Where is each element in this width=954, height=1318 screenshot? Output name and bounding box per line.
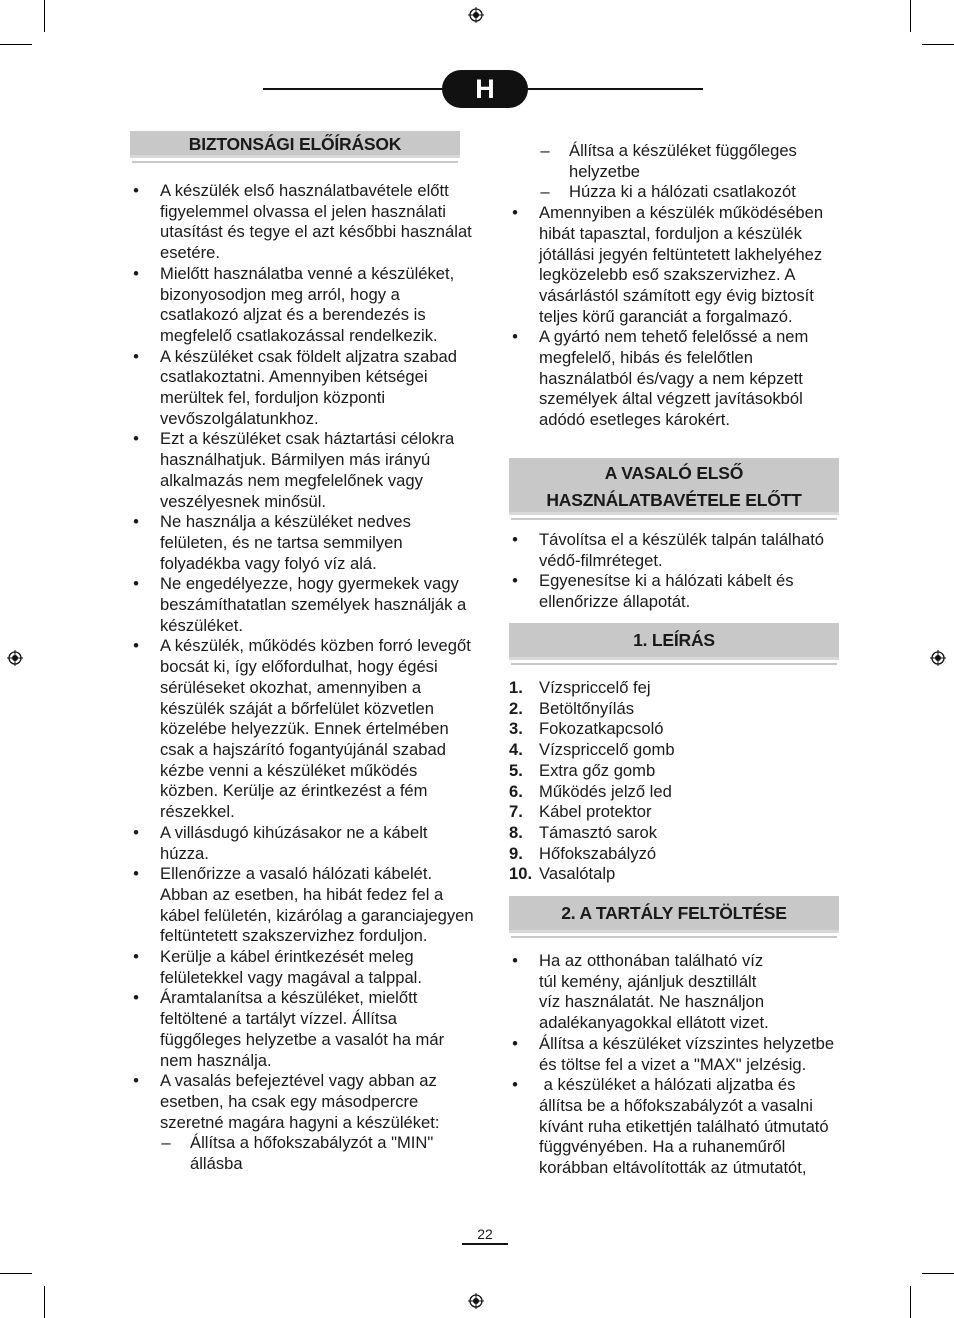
- list-item: • Ezt a készüléket csak háztartási célokra használhatjuk. Bármilyen más irányú alkalmazás nem megfelelőnek vagy veszélyesnek minősül.: [133, 429, 455, 511]
- list-item: • a készüléket a hálózati aljzatba és állítsa be a hőfokszabályzót a vasalni kívánt ruha etikettjén található útmutató függvényében. Ha a ruhaneműről korábban eltávolították az útmutatót,: [512, 1075, 834, 1178]
- list-item: • Mielőtt használatba venné a készüléket, bizonyosodjon meg arról, hogy a csatlakozó aljzat és a berendezés is megfelelő csatlakozással rendelkezik.: [133, 263, 455, 345]
- list-item: • A készülék első használatbavétele előtt figyelemmel olvassa el jelen használati utasítást és tegye el azt későbbi használat esetére.: [133, 181, 472, 263]
- part-item: 3. Fokozatkapcsoló: [509, 719, 664, 739]
- section-heading: [509, 896, 839, 933]
- tank-filling-list: [509, 951, 839, 1179]
- list-item: • A készülék, működés közben forró levegőt bocsát ki, így előfordulhat, hogy égési sérüléseket okozhat, amennyiben a készülék száját a bőrfelület közvetlen közelébe helyezzük. Ennek értelmében csak a hajszárító fogantyújánál szabad kézbe venni a készüléket működés közben. Kerülje az érintkezést a fém részekkel.: [133, 636, 471, 822]
- page-number: 22: [462, 1226, 508, 1245]
- crop-mark: [44, 1286, 45, 1318]
- section-heading: [509, 458, 839, 515]
- crop-mark: [0, 44, 32, 45]
- list-item: • Kerülje a kábel érintkezését meleg felületekkel vagy magával a talppal.: [133, 947, 422, 987]
- part-item: 9. Hőfokszabályzó: [509, 843, 657, 863]
- part-item: 6. Működés jelző led: [509, 781, 672, 801]
- list-item: • Áramtalanítsa a készüléket, mielőtt feltöltené a tartályt vízzel. Állítsa függőleges helyzetbe a vasalót ha már nem használja.: [133, 988, 445, 1070]
- parts-list: [509, 678, 839, 885]
- crop-mark: [44, 0, 45, 32]
- part-item: 1. Vízspriccelő fej: [509, 678, 651, 697]
- section-heading-text: BIZTONSÁGI ELŐÍRÁSOK: [188, 134, 402, 154]
- crop-mark: [910, 1286, 911, 1318]
- list-item: • Amennyiben a készülék működésében hibát tapasztal, forduljon a készülék jótállási jegyén feltüntetett lakhelyéhez legközelebb eső szakszervizhez. A vásárlástól számított egy évig biztosít teljes körű garanciát a forgalmazó.: [512, 203, 824, 326]
- list-item: • A készüléket csak földelt aljzatra szabad csatlakoztatni. Amennyiben kétségei merültek fel, forduljon központi vevőszolgálatunkhoz.: [133, 346, 458, 428]
- list-item: • Egyenesítse ki a hálózati kábelt és ellenőrizze állapotát.: [512, 571, 794, 612]
- list-item: • A gyártó nem tehető felelőssé a nem megfelelő, hibás és felelőtlen használatból és/vagy a nem képzett személyek által végzett javításokból adódó esetleges károkért.: [512, 327, 809, 430]
- registration-mark-icon: [7, 650, 23, 666]
- crop-mark: [922, 1273, 954, 1274]
- registration-mark-icon: [468, 7, 484, 23]
- part-item: 4. Vízspriccelő gomb: [509, 740, 675, 760]
- list-item: • Ha az otthonában található víz túl kemény, ajánljuk desztillált víz használatát. Ne használjon adalékanyagokkal ellátott vizet.: [512, 951, 769, 1033]
- safety-list-continued: [509, 141, 839, 431]
- section-heading-text: 2. A TARTÁLY FELTÖLTÉSE: [561, 903, 787, 923]
- crop-mark: [922, 44, 954, 45]
- safety-list: [130, 181, 480, 1175]
- section-heading-text: 1. LEÍRÁS: [633, 630, 715, 650]
- section-heading: [509, 623, 839, 660]
- list-item: • Ne használja a készüléket nedves felületen, és ne tartsa semmilyen folyadékba vagy folyó víz alá.: [133, 512, 411, 573]
- registration-mark-icon: [930, 650, 946, 666]
- part-item: 10. Vasalótalp: [509, 864, 616, 884]
- section-heading-text: A VASALÓ ELSŐ: [604, 463, 744, 483]
- section-heading: [130, 131, 460, 158]
- part-item: 5. Extra gőz gomb: [509, 760, 656, 780]
- section-heading-text: HASZNÁLATBAVÉTELE ELŐTT: [546, 490, 802, 510]
- list-item: • Ne engedélyezze, hogy gyermekek vagy beszámíthatatlan személyek használják a készüléket.: [133, 574, 467, 635]
- list-item: • A villásdugó kihúzásakor ne a kábelt húzza.: [133, 822, 428, 863]
- sub-list-item: – Állítsa a készüléket függőleges helyzetbe: [540, 141, 797, 181]
- crop-mark: [0, 1273, 32, 1274]
- sub-list-item: – Állítsa a hőfokszabályzót a "MIN" állásba: [161, 1133, 434, 1174]
- part-item: 2. Betöltőnyílás: [509, 698, 635, 718]
- first-use-list: [509, 530, 839, 613]
- sub-list-item: – Húzza ki a hálózati csatlakozót: [540, 182, 796, 202]
- language-badge: H: [442, 70, 528, 108]
- part-item: 7. Kábel protektor: [509, 802, 652, 822]
- list-item: • A vasalás befejeztével vagy abban az esetben, ha csak egy másodpercre szeretné magára hagyni a készüléket:: [133, 1071, 440, 1132]
- registration-mark-icon: [468, 1293, 484, 1309]
- part-item: 8. Támasztó sarok: [509, 822, 658, 842]
- list-item: • Állítsa a készüléket vízszintes helyzetbe és töltse fel a vizet a "MAX" jelzésig.: [512, 1033, 835, 1074]
- crop-mark: [910, 0, 911, 32]
- list-item: • Ellenőrizze a vasaló hálózati kábelét. Abban az esetben, ha hibát fedez fel a kábel felületén, kizárólag a garanciajegyen feltüntetett szakszervizhez forduljon.: [133, 864, 474, 946]
- list-item: • Távolítsa el a készülék talpán található védő-filmréteget.: [512, 530, 825, 570]
